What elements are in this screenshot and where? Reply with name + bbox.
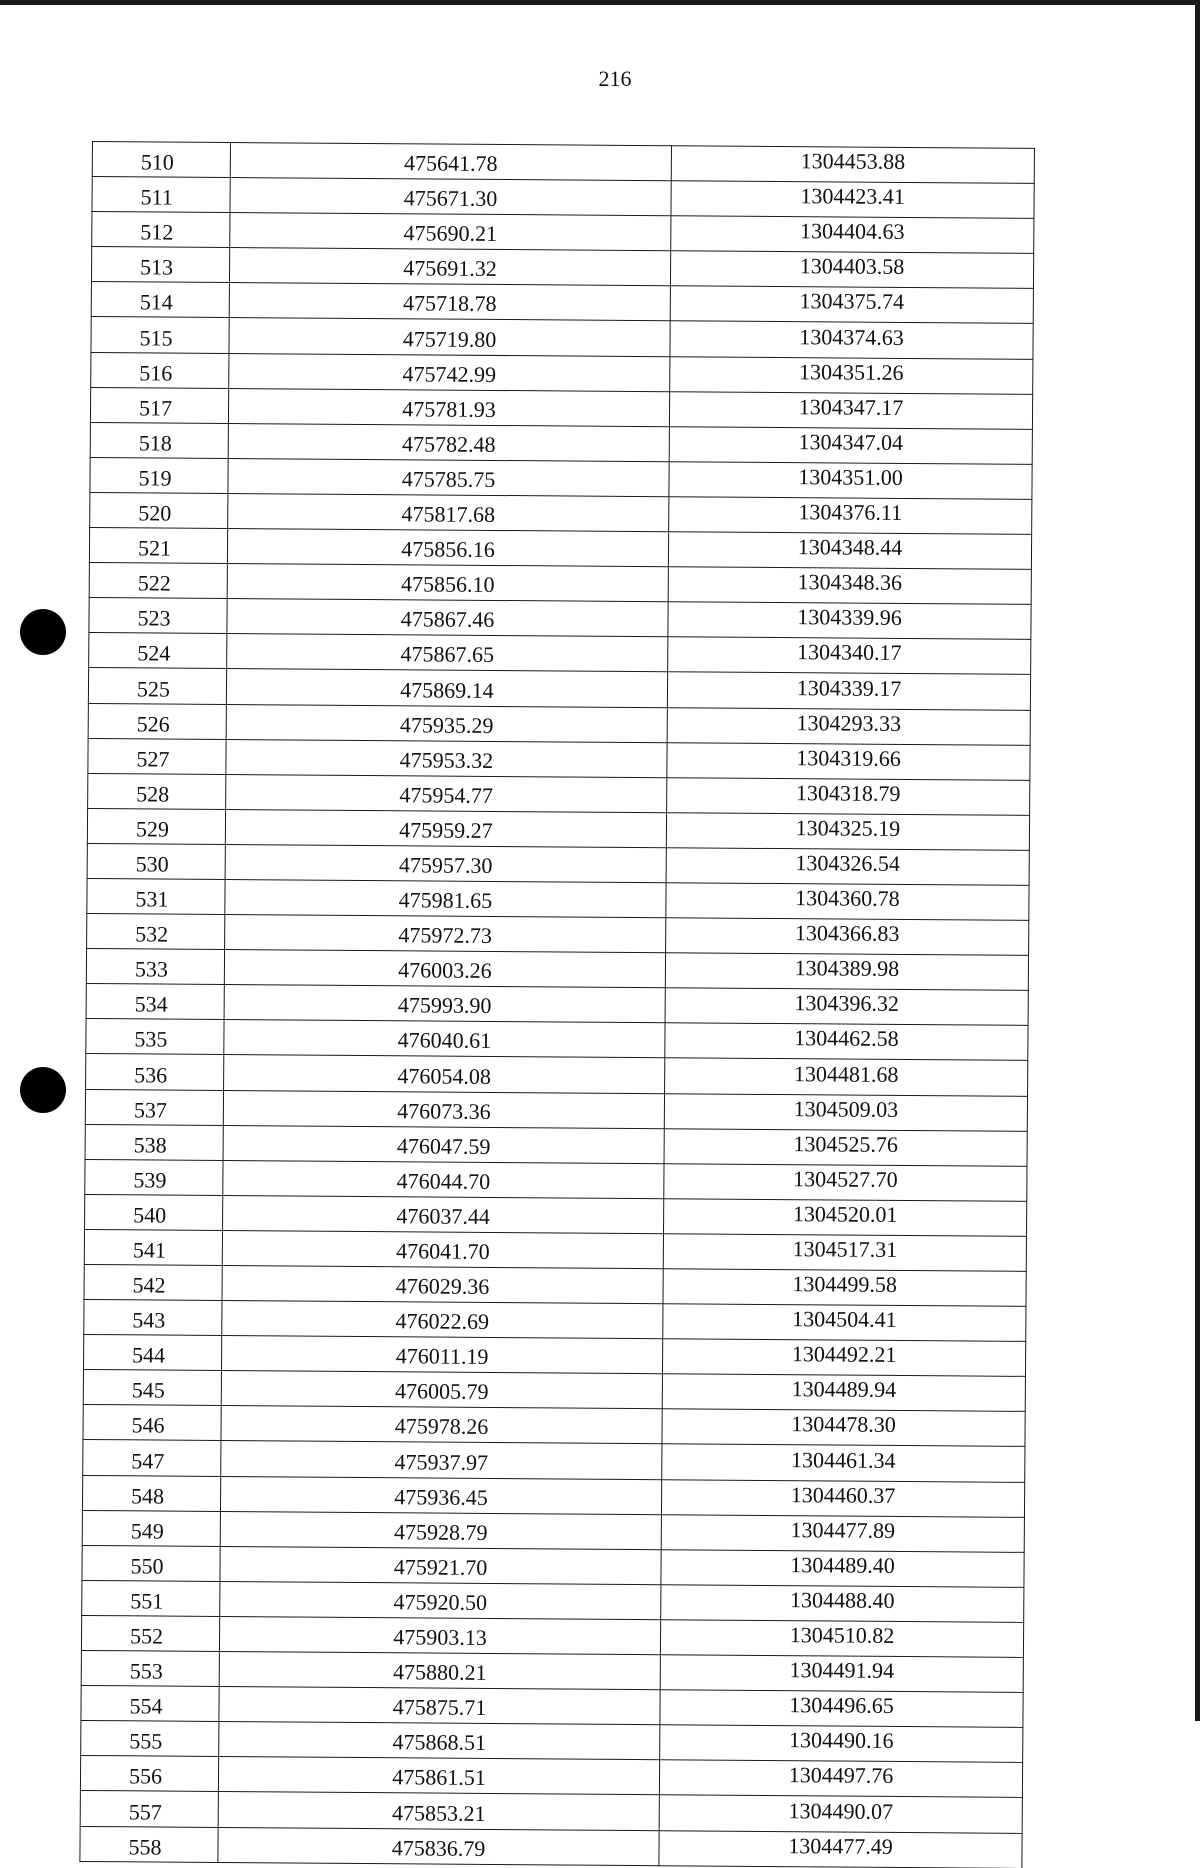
x-coordinate-cell: 475817.68	[228, 493, 669, 531]
page-number: 216	[598, 66, 632, 91]
y-coordinate-cell: 1304374.63	[670, 321, 1033, 359]
y-coordinate-cell: 1304325.19	[666, 813, 1029, 851]
x-coordinate-cell: 475742.99	[229, 353, 670, 391]
x-coordinate-cell: 475920.50	[220, 1581, 661, 1619]
x-coordinate-cell: 475921.70	[220, 1546, 661, 1584]
y-coordinate-cell: 1304490.16	[660, 1725, 1023, 1763]
y-coordinate-cell: 1304517.31	[663, 1234, 1026, 1272]
point-number-cell: 544	[83, 1335, 221, 1371]
point-number-cell: 551	[82, 1580, 220, 1616]
y-coordinate-cell: 1304460.37	[661, 1479, 1024, 1517]
point-number-cell: 520	[90, 492, 228, 528]
y-coordinate-cell: 1304477.49	[659, 1830, 1022, 1868]
y-coordinate-cell: 1304403.58	[670, 251, 1033, 289]
y-coordinate-cell: 1304488.40	[661, 1585, 1024, 1623]
point-number-cell: 522	[89, 563, 227, 599]
x-coordinate-cell: 476029.36	[222, 1265, 663, 1303]
y-coordinate-cell: 1304525.76	[664, 1128, 1027, 1166]
point-number-cell: 521	[89, 528, 227, 564]
point-number-cell: 510	[92, 142, 230, 178]
y-coordinate-cell: 1304366.83	[666, 918, 1029, 956]
point-number-cell: 525	[88, 668, 226, 704]
x-coordinate-cell: 475993.90	[224, 985, 665, 1023]
x-coordinate-cell: 476044.70	[223, 1160, 664, 1198]
y-coordinate-cell: 1304489.94	[662, 1374, 1025, 1412]
point-number-cell: 548	[82, 1475, 220, 1511]
x-coordinate-cell: 475836.79	[218, 1827, 659, 1865]
y-coordinate-cell: 1304510.82	[660, 1620, 1023, 1658]
x-coordinate-cell: 475856.16	[227, 529, 668, 567]
point-number-cell: 546	[83, 1405, 221, 1441]
point-number-cell: 528	[88, 773, 226, 809]
y-coordinate-cell: 1304453.88	[671, 146, 1034, 184]
point-number-cell: 527	[88, 738, 226, 774]
x-coordinate-cell: 475690.21	[230, 213, 671, 251]
x-coordinate-cell: 475861.51	[218, 1757, 659, 1795]
point-number-cell: 549	[82, 1510, 220, 1546]
x-coordinate-cell: 475936.45	[220, 1476, 661, 1514]
x-coordinate-cell: 475880.21	[219, 1652, 660, 1690]
point-number-cell: 533	[86, 949, 224, 985]
y-coordinate-cell: 1304497.76	[659, 1760, 1022, 1798]
x-coordinate-cell: 475785.75	[228, 458, 669, 496]
y-coordinate-cell: 1304496.65	[660, 1690, 1023, 1728]
x-coordinate-cell: 475691.32	[229, 248, 670, 286]
y-coordinate-cell: 1304461.34	[662, 1444, 1025, 1482]
y-coordinate-cell: 1304339.96	[668, 602, 1031, 640]
y-coordinate-cell: 1304423.41	[671, 181, 1034, 219]
y-coordinate-cell: 1304351.00	[669, 462, 1032, 500]
punch-hole	[20, 1067, 66, 1113]
point-number-cell: 550	[82, 1545, 220, 1581]
y-coordinate-cell: 1304347.04	[669, 426, 1032, 464]
point-number-cell: 517	[90, 387, 228, 423]
x-coordinate-cell: 475782.48	[228, 423, 669, 461]
x-coordinate-cell: 475853.21	[218, 1792, 659, 1830]
x-coordinate-cell: 475671.30	[230, 178, 671, 216]
y-coordinate-cell: 1304504.41	[663, 1304, 1026, 1342]
x-coordinate-cell: 476040.61	[224, 1020, 665, 1058]
y-coordinate-cell: 1304520.01	[664, 1199, 1027, 1237]
point-number-cell: 543	[84, 1300, 222, 1336]
x-coordinate-cell: 475856.10	[227, 564, 668, 602]
x-coordinate-cell: 476054.08	[224, 1055, 665, 1093]
y-coordinate-cell: 1304351.26	[670, 356, 1033, 394]
point-number-cell: 514	[91, 282, 229, 318]
y-coordinate-cell: 1304527.70	[664, 1163, 1027, 1201]
y-coordinate-cell: 1304478.30	[662, 1409, 1025, 1447]
x-coordinate-cell: 475981.65	[225, 879, 666, 917]
y-coordinate-cell: 1304499.58	[663, 1269, 1026, 1307]
point-number-cell: 519	[90, 457, 228, 493]
point-number-cell: 556	[80, 1756, 218, 1792]
x-coordinate-cell: 476041.70	[222, 1230, 663, 1268]
x-coordinate-cell: 475935.29	[226, 704, 667, 742]
point-number-cell: 526	[88, 703, 226, 739]
table-row	[80, 1826, 1022, 1868]
punch-hole	[20, 609, 66, 655]
x-coordinate-cell: 475868.51	[219, 1722, 660, 1760]
x-coordinate-cell: 475718.78	[229, 283, 670, 321]
point-number-cell: 538	[85, 1124, 223, 1160]
x-coordinate-cell: 475719.80	[229, 318, 670, 356]
point-number-cell: 542	[84, 1264, 222, 1300]
y-coordinate-cell: 1304348.44	[668, 532, 1031, 570]
point-number-cell: 535	[86, 1019, 224, 1055]
x-coordinate-cell: 475867.46	[227, 599, 668, 637]
y-coordinate-cell: 1304339.17	[667, 672, 1030, 710]
point-number-cell: 531	[87, 878, 225, 914]
y-coordinate-cell: 1304348.36	[668, 567, 1031, 605]
x-coordinate-cell: 476073.36	[223, 1090, 664, 1128]
point-number-cell: 552	[81, 1615, 219, 1651]
y-coordinate-cell: 1304489.40	[661, 1549, 1024, 1587]
x-coordinate-cell: 475954.77	[226, 774, 667, 812]
point-number-cell: 558	[80, 1826, 218, 1862]
point-number-cell: 537	[85, 1089, 223, 1125]
y-coordinate-cell: 1304490.07	[659, 1795, 1022, 1833]
point-number-cell: 553	[81, 1650, 219, 1686]
y-coordinate-cell: 1304293.33	[667, 707, 1030, 745]
x-coordinate-cell: 475867.65	[227, 634, 668, 672]
x-coordinate-cell: 475781.93	[228, 388, 669, 426]
point-number-cell: 545	[83, 1370, 221, 1406]
x-coordinate-cell: 475978.26	[221, 1406, 662, 1444]
scan-edge-right	[1195, 0, 1200, 1721]
point-number-cell: 515	[91, 317, 229, 353]
point-number-cell: 555	[81, 1721, 219, 1757]
y-coordinate-cell: 1304492.21	[662, 1339, 1025, 1377]
point-number-cell: 512	[92, 212, 230, 248]
y-coordinate-cell: 1304318.79	[667, 777, 1030, 815]
x-coordinate-cell: 475641.78	[230, 143, 671, 181]
point-number-cell: 511	[92, 177, 230, 213]
x-coordinate-cell: 475875.71	[219, 1687, 660, 1725]
y-coordinate-cell: 1304404.63	[671, 216, 1034, 254]
point-number-cell: 534	[86, 984, 224, 1020]
point-number-cell: 524	[89, 633, 227, 669]
y-coordinate-cell: 1304376.11	[669, 497, 1032, 535]
x-coordinate-cell: 476003.26	[224, 950, 665, 988]
x-coordinate-cell: 475959.27	[225, 809, 666, 847]
x-coordinate-cell: 476011.19	[221, 1336, 662, 1374]
scan-edge-top	[0, 0, 1200, 5]
y-coordinate-cell: 1304462.58	[665, 1023, 1028, 1061]
x-coordinate-cell: 475953.32	[226, 739, 667, 777]
y-coordinate-cell: 1304396.32	[665, 988, 1028, 1026]
x-coordinate-cell: 475869.14	[226, 669, 667, 707]
x-coordinate-cell: 475928.79	[220, 1511, 661, 1549]
x-coordinate-cell: 475957.30	[225, 844, 666, 882]
y-coordinate-cell: 1304360.78	[666, 883, 1029, 921]
point-number-cell: 529	[87, 808, 225, 844]
y-coordinate-cell: 1304375.74	[670, 286, 1033, 324]
point-number-cell: 547	[83, 1440, 221, 1476]
point-number-cell: 557	[80, 1791, 218, 1827]
x-coordinate-cell: 475903.13	[219, 1616, 660, 1654]
x-coordinate-cell: 476047.59	[223, 1125, 664, 1163]
x-coordinate-cell: 475972.73	[225, 915, 666, 953]
coordinates-table-wrapper	[79, 141, 1032, 1868]
x-coordinate-cell: 476037.44	[223, 1195, 664, 1233]
y-coordinate-cell: 1304347.17	[669, 391, 1032, 429]
point-number-cell: 536	[86, 1054, 224, 1090]
point-number-cell: 518	[90, 422, 228, 458]
y-coordinate-cell: 1304509.03	[664, 1093, 1027, 1131]
y-coordinate-cell: 1304326.54	[666, 848, 1029, 886]
coordinates-table-body	[80, 142, 1035, 1868]
point-number-cell: 513	[91, 247, 229, 283]
point-number-cell: 530	[87, 843, 225, 879]
point-number-cell: 540	[85, 1194, 223, 1230]
point-number-cell: 516	[91, 352, 229, 388]
y-coordinate-cell: 1304481.68	[665, 1058, 1028, 1096]
point-number-cell: 539	[85, 1159, 223, 1195]
coordinates-table	[79, 141, 1035, 1868]
x-coordinate-cell: 475937.97	[221, 1441, 662, 1479]
x-coordinate-cell: 476005.79	[221, 1371, 662, 1409]
point-number-cell: 554	[81, 1686, 219, 1722]
y-coordinate-cell: 1304319.66	[667, 742, 1030, 780]
y-coordinate-cell: 1304491.94	[660, 1655, 1023, 1693]
point-number-cell: 523	[89, 598, 227, 634]
y-coordinate-cell: 1304389.98	[665, 953, 1028, 991]
x-coordinate-cell: 476022.69	[222, 1301, 663, 1339]
point-number-cell: 532	[87, 914, 225, 950]
point-number-cell: 541	[84, 1229, 222, 1265]
y-coordinate-cell: 1304340.17	[668, 637, 1031, 675]
y-coordinate-cell: 1304477.89	[661, 1514, 1024, 1552]
